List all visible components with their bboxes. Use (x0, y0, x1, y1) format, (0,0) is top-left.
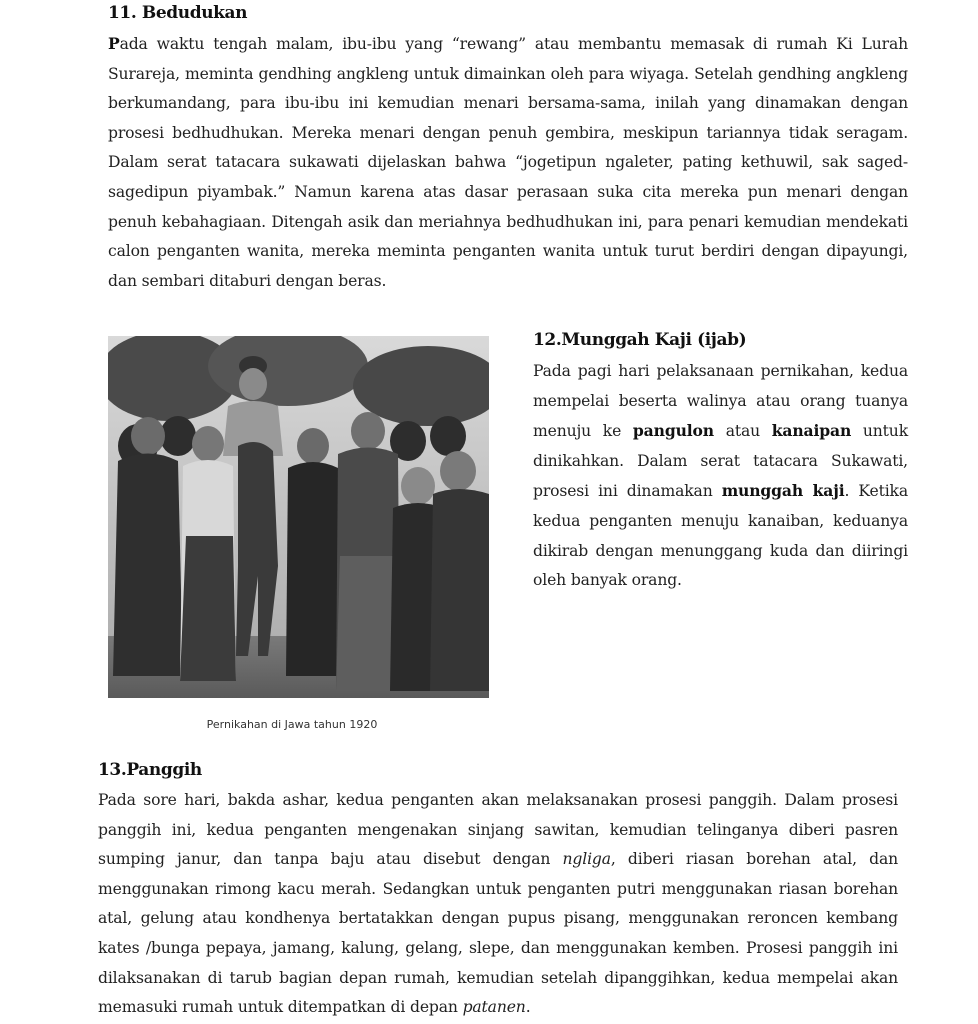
text-run: Pada pagi hari pelaksanaan pernikahan, kedua mempelai beserta walinya atau orang tuanya menuju ke (533, 362, 908, 441)
paragraph-munggah-kaji (533, 357, 908, 596)
bold-term-kanaipan: kanaipan (771, 421, 852, 441)
paragraph-text: ada waktu tengah malam, ibu-ibu yang “rewang” atau membantu memasak di rumah Ki Lurah Surareja, meminta gendhing angkleng untuk dimainkan oleh para wiyaga. Setelah gendhing angkleng berkumandang, para ibu-ibu ini kemudian menari bersama-sama, inilah yang dinamakan dengan prosesi bedhudhukan. Mereka menari dengan penuh gembira, meskipun tariannya tidak seragam. Dalam serat tatacara sukawati dijelaskan bahwa “jogetipun ngaleter, pating kethuwil, sak saged-sagedipun piyambak.” Namun karena atas dasar perasaan suka cita mereka pun menari dengan penuh kebahagiaan. Ditengah asik dan meriahnya bedhudhukan ini, para penari kemudian mendekati calon penganten wanita, mereka meminta penganten wanita untuk turut berdiri dengan dipayungi, dan sembari ditaburi dengan beras. (108, 35, 908, 290)
italic-term-patanen: patanen (462, 998, 526, 1017)
section-heading-munggah-kaji: 12.Munggah Kaji (ijab) (533, 330, 747, 350)
drop-cap: P (108, 34, 120, 53)
bold-term-munggah-kaji: munggah kaji (721, 481, 845, 501)
text-run: . (525, 998, 531, 1017)
photo-caption: Pernikahan di Jawa tahun 1920 (206, 718, 378, 731)
text-run: Pada sore hari, bakda ashar, kedua penganten akan melaksanakan prosesi panggih. Dalam prosesi panggih ini, kedua penganten mengenakan sinjang sawitan, kemudian telinganya diberi pasren sumping janur, dan tanpa baju atau disebut dengan (98, 791, 898, 869)
text-run: , diberi riasan borehan atal, dan menggunakan rimong kacu merah. Sedangkan untuk penganten putri menggunakan riasan borehan atal, gelung atau kondhenya bertatakkan dengan pupus pisang, menggunakan reroncen kembang kates /bunga pepaya, jamang, kalung, gelang, slepe, dan menggunakan kemben. Prosesi panggih ini dilaksanakan di tarub bagian depan rumah, kemudian setelah dipanggihkan, kedua mempelai akan memasuki rumah untuk ditempatkan di depan (98, 850, 899, 1017)
wedding-photo (108, 336, 489, 698)
bold-term-pangulon: pangulon (632, 421, 714, 441)
text-run: atau (713, 422, 772, 441)
text-run: untuk dinikahkan. Dalam serat tatacara Sukawati, prosesi ini dinamakan (533, 422, 908, 501)
section-heading-bedudukan: 11. Bedudukan (108, 3, 248, 23)
text-run: . Ketika kedua penganten menuju kanaiban, keduanya dikirab dengan menunggang kuda dan diiringi oleh banyak orang. (533, 482, 908, 590)
paragraph-bedudukan (108, 29, 908, 296)
paragraph-panggih (98, 786, 898, 1023)
section-heading-panggih: 13.Panggih (98, 760, 202, 780)
italic-term-ngliga: ngliga (562, 850, 611, 869)
